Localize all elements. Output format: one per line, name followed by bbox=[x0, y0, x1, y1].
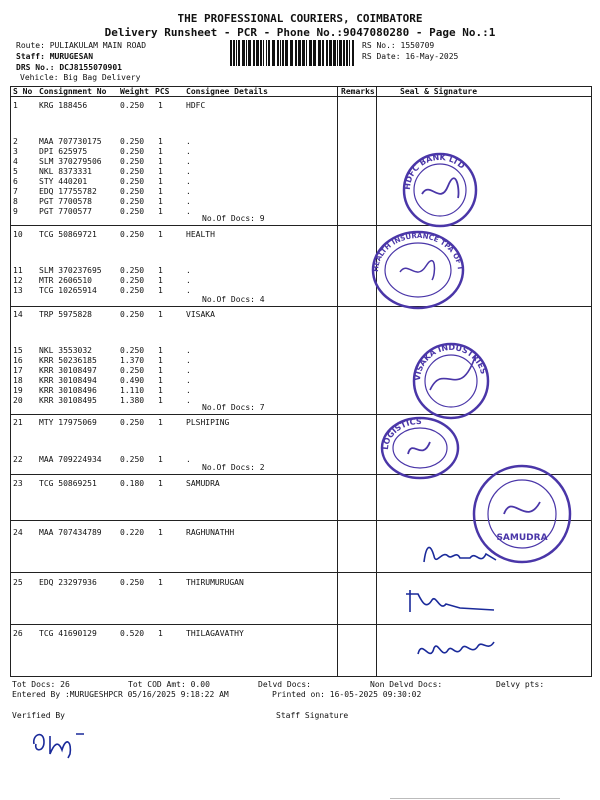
row-sno: 2 bbox=[13, 137, 18, 146]
row-consignment-no: TCG 41690129 bbox=[39, 629, 97, 638]
table-bottom-border bbox=[10, 676, 592, 677]
row-consignment-no: NKL 3553032 bbox=[39, 346, 92, 355]
row-weight: 0.250 bbox=[120, 276, 145, 285]
col-header-consignment: Consignment No bbox=[39, 87, 107, 96]
row-consignment-no: KRR 30108495 bbox=[39, 396, 97, 405]
group-doc-count: No.Of Docs: 9 bbox=[202, 214, 265, 223]
row-consignee-details: . bbox=[186, 286, 191, 295]
col-header-seal: Seal & Signature bbox=[400, 87, 478, 96]
row-sno: 11 bbox=[13, 266, 23, 275]
row-pcs: 1 bbox=[158, 418, 163, 427]
row-weight: 0.250 bbox=[120, 167, 145, 176]
row-consignment-no: STY 440201 bbox=[39, 177, 88, 186]
group-doc-count: No.Of Docs: 7 bbox=[202, 403, 265, 412]
row-consignee-details: . bbox=[186, 346, 191, 355]
row-weight: 0.220 bbox=[120, 528, 145, 537]
row-consignee-details: . bbox=[186, 187, 191, 196]
table-right-border bbox=[591, 86, 592, 676]
row-consignee-details: THILAGAVATHY bbox=[186, 629, 244, 638]
row-consignee-details: . bbox=[186, 396, 191, 405]
row-consignee-details: . bbox=[186, 197, 191, 206]
row-sno: 9 bbox=[13, 207, 18, 216]
row-consignment-no: PGT 7700577 bbox=[39, 207, 92, 216]
row-pcs: 1 bbox=[158, 396, 163, 405]
row-pcs: 1 bbox=[158, 230, 163, 239]
barcode-icon bbox=[230, 40, 356, 68]
row-consignment-no: KRR 30108497 bbox=[39, 366, 97, 375]
row-weight: 0.520 bbox=[120, 629, 145, 638]
delivered-docs: Delvd Docs: bbox=[258, 680, 311, 689]
row-weight: 0.250 bbox=[120, 310, 145, 319]
staff-signature-label: Staff Signature bbox=[276, 711, 349, 720]
row-consignment-no: MAA 707730175 bbox=[39, 137, 102, 146]
row-sno: 19 bbox=[13, 386, 23, 395]
row-pcs: 1 bbox=[158, 356, 163, 365]
row-weight: 0.250 bbox=[120, 230, 145, 239]
row-sno: 3 bbox=[13, 147, 18, 156]
row-pcs: 1 bbox=[158, 207, 163, 216]
row-consignment-no: MTR 2606510 bbox=[39, 276, 92, 285]
row-sno: 18 bbox=[13, 376, 23, 385]
group-separator bbox=[10, 225, 592, 226]
row-weight: 0.250 bbox=[120, 418, 145, 427]
row-consignee-details: HEALTH bbox=[186, 230, 215, 239]
row-pcs: 1 bbox=[158, 629, 163, 638]
page-edge-mark bbox=[390, 798, 560, 799]
row-pcs: 1 bbox=[158, 101, 163, 110]
hdfc-stamp-text: HDFC BANK LTD bbox=[402, 152, 467, 191]
row-weight: 0.250 bbox=[120, 578, 145, 587]
row-pcs: 1 bbox=[158, 157, 163, 166]
row-weight: 0.250 bbox=[120, 346, 145, 355]
total-cod-amount: Tot COD Amt: 0.00 bbox=[128, 680, 210, 689]
row-consignment-no: KRR 30108494 bbox=[39, 376, 97, 385]
row-consignment-no: TCG 10265914 bbox=[39, 286, 97, 295]
row-weight: 0.180 bbox=[120, 479, 145, 488]
row-consignee-details: . bbox=[186, 276, 191, 285]
row-pcs: 1 bbox=[158, 346, 163, 355]
row-pcs: 1 bbox=[158, 137, 163, 146]
row-sno: 13 bbox=[13, 286, 23, 295]
row-weight: 1.110 bbox=[120, 386, 145, 395]
row-weight: 0.250 bbox=[120, 187, 145, 196]
row-consignee-details: . bbox=[186, 167, 191, 176]
group-separator bbox=[10, 624, 592, 625]
row-consignee-details: . bbox=[186, 177, 191, 186]
col-header-weight: Weight bbox=[120, 87, 149, 96]
row-sno: 17 bbox=[13, 366, 23, 375]
row-sno: 20 bbox=[13, 396, 23, 405]
row-consignment-no: SLM 370237695 bbox=[39, 266, 102, 275]
row-consignment-no: SLM 370279506 bbox=[39, 157, 102, 166]
row-consignment-no: PGT 7700578 bbox=[39, 197, 92, 206]
row-consignee-details: . bbox=[186, 157, 191, 166]
row-consignment-no: EDQ 17755782 bbox=[39, 187, 97, 196]
row-consignment-no: DPI 625975 bbox=[39, 147, 88, 156]
row-pcs: 1 bbox=[158, 177, 163, 186]
drs-number: DRS No.: DCJ8155070901 bbox=[16, 63, 122, 72]
row-pcs: 1 bbox=[158, 310, 163, 319]
signature-thirumurugan bbox=[404, 582, 500, 618]
row-consignment-no: TRP 5975828 bbox=[39, 310, 92, 319]
row-sno: 12 bbox=[13, 276, 23, 285]
row-sno: 6 bbox=[13, 177, 18, 186]
row-sno: 24 bbox=[13, 528, 23, 537]
entered-by: Entered By :MURUGESHPCR 05/16/2025 9:18:22 AM bbox=[12, 690, 229, 699]
seal-left-border bbox=[376, 86, 377, 676]
col-header-pcs: PCS bbox=[155, 87, 170, 96]
row-weight: 0.250 bbox=[120, 137, 145, 146]
row-pcs: 1 bbox=[158, 266, 163, 275]
col-header-remarks: Remarks bbox=[341, 87, 375, 96]
row-consignment-no: KRR 50236185 bbox=[39, 356, 97, 365]
row-pcs: 1 bbox=[158, 167, 163, 176]
row-weight: 0.250 bbox=[120, 147, 145, 156]
total-docs: Tot Docs: 26 bbox=[12, 680, 70, 689]
row-sno: 15 bbox=[13, 346, 23, 355]
col-header-sno: S No bbox=[13, 87, 33, 96]
row-pcs: 1 bbox=[158, 286, 163, 295]
row-sno: 22 bbox=[13, 455, 23, 464]
row-sno: 5 bbox=[13, 167, 18, 176]
row-weight: 0.250 bbox=[120, 101, 145, 110]
row-weight: 0.250 bbox=[120, 266, 145, 275]
visaka-stamp-text: VISAKA INDUSTRIES bbox=[412, 342, 489, 382]
row-consignee-details: . bbox=[186, 455, 191, 464]
row-weight: 0.250 bbox=[120, 286, 145, 295]
row-consignee-details: SAMUDRA bbox=[186, 479, 220, 488]
row-consignee-details: VISAKA bbox=[186, 310, 215, 319]
delivery-points: Delvy pts: bbox=[496, 680, 545, 689]
row-weight: 0.250 bbox=[120, 177, 145, 186]
row-pcs: 1 bbox=[158, 528, 163, 537]
row-pcs: 1 bbox=[158, 479, 163, 488]
row-pcs: 1 bbox=[158, 578, 163, 587]
printed-on: Printed on: 16-05-2025 09:30:02 bbox=[272, 690, 422, 699]
row-sno: 8 bbox=[13, 197, 18, 206]
row-consignment-no: NKL 8373331 bbox=[39, 167, 92, 176]
row-pcs: 1 bbox=[158, 386, 163, 395]
row-consignment-no: MAA 709224934 bbox=[39, 455, 102, 464]
row-consignee-details: . bbox=[186, 366, 191, 375]
row-consignee-details: RAGHUNATHH bbox=[186, 528, 235, 537]
row-weight: 0.250 bbox=[120, 455, 145, 464]
row-consignee-details: . bbox=[186, 386, 191, 395]
row-consignee-details: . bbox=[186, 266, 191, 275]
row-sno: 10 bbox=[13, 230, 23, 239]
row-sno: 16 bbox=[13, 356, 23, 365]
rs-date: RS Date: 16-May-2025 bbox=[362, 52, 459, 61]
row-consignee-details: . bbox=[186, 376, 191, 385]
rs-number: RS No.: 1550709 bbox=[362, 41, 435, 50]
row-consignee-details: . bbox=[186, 356, 191, 365]
signature-verifier bbox=[28, 726, 92, 760]
hdfc-stamp bbox=[400, 150, 480, 230]
signature-raghunathh bbox=[420, 536, 500, 572]
row-consignee-details: . bbox=[186, 147, 191, 156]
row-pcs: 1 bbox=[158, 366, 163, 375]
row-weight: 1.370 bbox=[120, 356, 145, 365]
non-delivered-docs: Non Delvd Docs: bbox=[370, 680, 443, 689]
col-header-consignee: Consignee Details bbox=[186, 87, 268, 96]
table-left-border bbox=[10, 86, 11, 676]
visaka-stamp bbox=[410, 340, 492, 422]
logistics-stamp bbox=[378, 414, 462, 480]
group-separator bbox=[10, 572, 592, 573]
group-separator bbox=[10, 306, 592, 307]
row-consignment-no: MAA 707434789 bbox=[39, 528, 102, 537]
group-separator bbox=[10, 414, 592, 415]
row-consignment-no: MTY 17975069 bbox=[39, 418, 97, 427]
row-sno: 7 bbox=[13, 187, 18, 196]
row-sno: 23 bbox=[13, 479, 23, 488]
row-consignment-no: KRG 188456 bbox=[39, 101, 88, 110]
row-sno: 25 bbox=[13, 578, 23, 587]
route-label: Route: PULIAKULAM MAIN ROAD bbox=[16, 41, 147, 50]
row-consignee-details: . bbox=[186, 207, 191, 216]
group-doc-count: No.Of Docs: 2 bbox=[202, 463, 265, 472]
row-pcs: 1 bbox=[158, 187, 163, 196]
row-pcs: 1 bbox=[158, 455, 163, 464]
staff-label: Staff: MURUGESAN bbox=[16, 52, 94, 61]
row-sno: 1 bbox=[13, 101, 18, 110]
signature-thilagavathy bbox=[414, 632, 500, 672]
row-pcs: 1 bbox=[158, 376, 163, 385]
samudra-stamp-text: SAMUDRA bbox=[496, 533, 548, 543]
row-consignment-no: TCG 50869251 bbox=[39, 479, 97, 488]
row-weight: 0.250 bbox=[120, 366, 145, 375]
row-consignee-details: PLSHIPING bbox=[186, 418, 230, 427]
row-sno: 21 bbox=[13, 418, 23, 427]
row-weight: 1.380 bbox=[120, 396, 145, 405]
vehicle-label: Vehicle: Big Bag Delivery bbox=[20, 73, 141, 82]
row-sno: 14 bbox=[13, 310, 23, 319]
row-pcs: 1 bbox=[158, 197, 163, 206]
row-pcs: 1 bbox=[158, 147, 163, 156]
group-doc-count: No.Of Docs: 4 bbox=[202, 295, 265, 304]
row-consignee-details: . bbox=[186, 137, 191, 146]
row-weight: 0.250 bbox=[120, 157, 145, 166]
row-consignment-no: TCG 50869721 bbox=[39, 230, 97, 239]
runsheet-subtitle: Delivery Runsheet - PCR - Phone No.:9047080280 - Page No.:1 bbox=[104, 26, 496, 39]
health-stamp bbox=[367, 224, 466, 312]
logistics-stamp-text: LOGISTICS bbox=[380, 416, 422, 451]
row-weight: 0.250 bbox=[120, 207, 145, 216]
verified-by-label: Verified By bbox=[12, 711, 65, 720]
row-pcs: 1 bbox=[158, 276, 163, 285]
row-sno: 4 bbox=[13, 157, 18, 166]
health-stamp-text: HEALTH INSURANCE TPA OF INDIA LTD bbox=[367, 224, 464, 273]
row-sno: 26 bbox=[13, 629, 23, 638]
company-title: THE PROFESSIONAL COURIERS, COIMBATORE bbox=[177, 12, 423, 25]
row-consignment-no: KRR 30108496 bbox=[39, 386, 97, 395]
row-weight: 0.250 bbox=[120, 197, 145, 206]
row-consignee-details: THIRUMURUGAN bbox=[186, 578, 244, 587]
row-consignee-details: HDFC bbox=[186, 101, 206, 110]
remarks-left-border bbox=[337, 86, 338, 676]
row-weight: 0.490 bbox=[120, 376, 145, 385]
row-consignment-no: EDQ 23297936 bbox=[39, 578, 97, 587]
